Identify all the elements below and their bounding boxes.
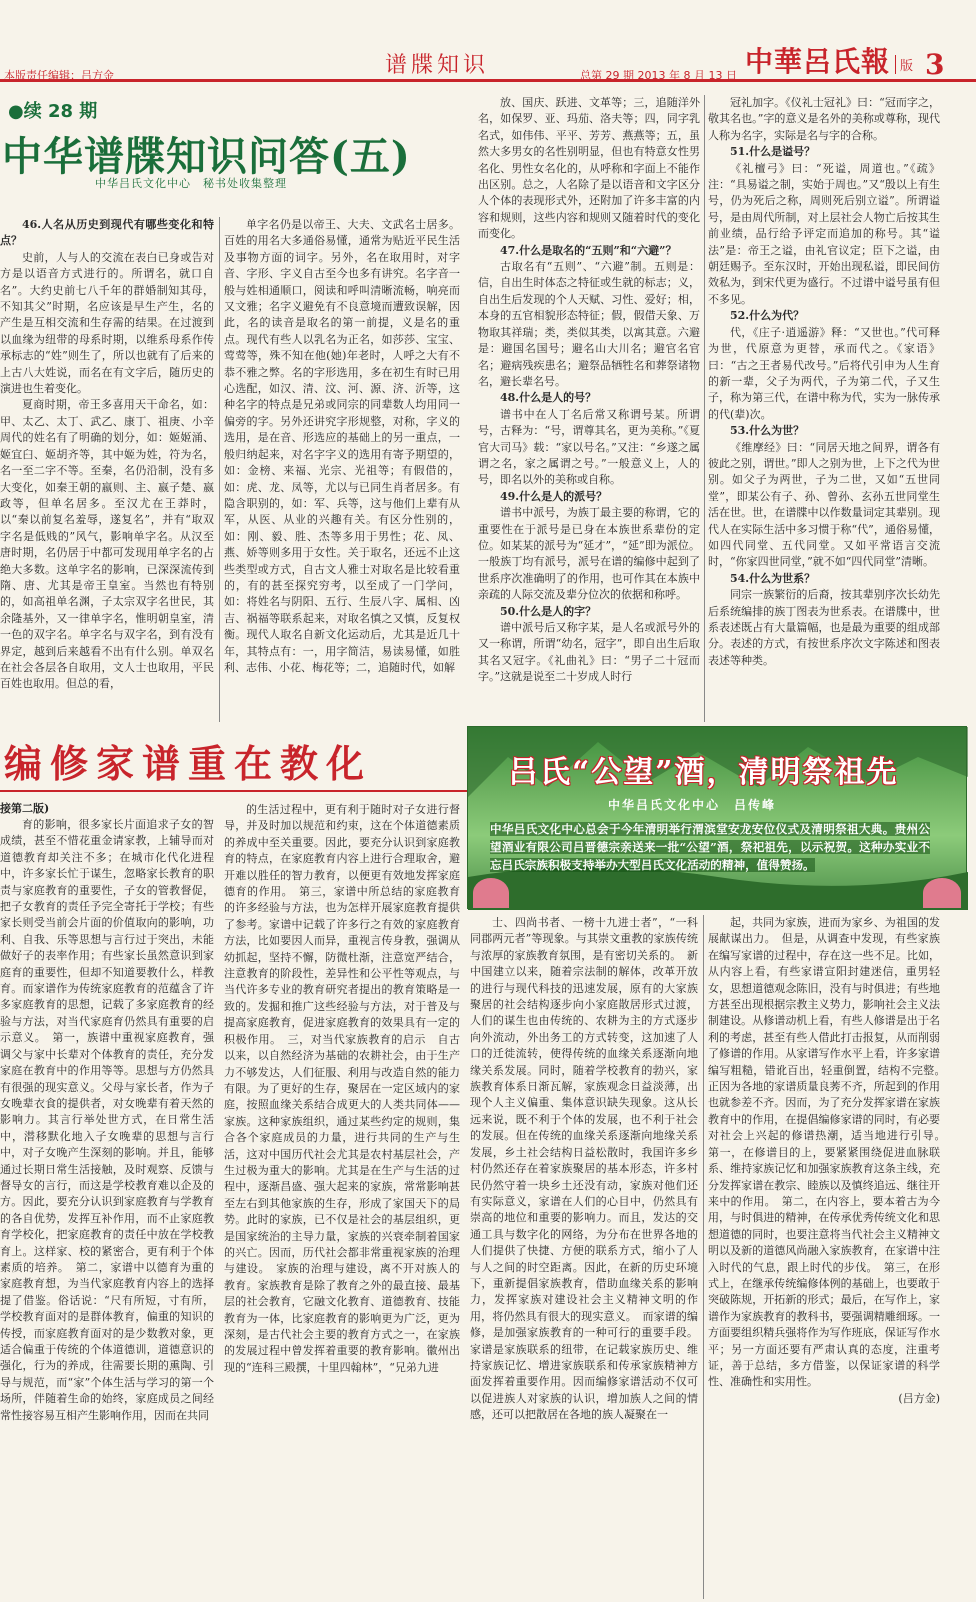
- article2-continuation: 接第二版): [0, 802, 50, 815]
- answer-paragraph: 同宗一族繁衍的后裔，按其辈别序次长幼先后系统编排的族丁图表为世系表。在谱牒中，世系表述既占有大量篇幅，也是最为重要的组成部分。表述的方式，有按世系序次文字陈述和图表表述等种类。: [708, 588, 940, 667]
- article2-title: 编修家谱重在教化: [4, 741, 373, 786]
- continued-text: 续 28 期: [23, 101, 98, 122]
- answer-paragraph: 冠礼加字。《仪礼士冠礼》曰：“冠而字之，敬其名也。”字的意义是名外的美称或尊称，现代人称为名字，实际是名与字的合称。: [708, 96, 940, 142]
- article2-column-1: [0, 817, 214, 1599]
- page-label: 版: [895, 55, 913, 74]
- answer-paragraph: 单字名仍是以帝王、大夫、文武名士居多。百姓的用名大多通俗易懂，通常为贴近平民生活及事物方面的词字。另外，名在取用时，对字音、字形、字义自古至今也多有讲究。名字音一般与姓相通顺口，阅读和呼叫清晰流畅，响亮而又文雅；名字义避免有不良意境而遭致误解，因此，名的读音是取名的第一前提，义是名的重点。现代有些人以乳名为正名，如莎莎、宝宝、莺莺等，殊不知在他(她)年老时，人呼之大有不恭不雅之弊。名的字形选用，多在初生有时已用心选配，如汉、清、汶、河、源、济、沂等，这种名字的特点是兄弟或同宗的同辈数人均用同一偏旁的字。另外还讲究字形规整，对称，字义的选用，是在音、形选应的基础上的另一重点，一般归纳起来，对名字字义的选用有寄予期望的，如：金榜、来福、光宗、光祖等；有假借的，如：虎、龙、凤等，尤以与已同生肖者居多。有隐含职别的，如：军、兵等，这与他们上辈有从军，从医、从业的兴趣有关。有区分性别的，如：刚、毅、胜、杰等多用于男性；花、凤、燕、娇等则多用于女性。关于取名，还远不止这些类型或方式，自古文人雅士对取名是比较看重的，有的甚至探究穷考，以至成了一门学问，如：将姓名与阴阳、五行、生辰八字、属相、凶吉、祸福等联系起来，对取名慎之又慎，反复权衡。现代人取名自新文化运动后，尤其是近几十年，其特点有：一，用字简洁，易读易懂，如胜利、志伟、小花、梅花等；二，追随时代，如解: [224, 218, 460, 674]
- editor-line: 本版责任编辑：吕方金: [4, 69, 114, 82]
- continued-note: [8, 97, 97, 123]
- article1-header: [0, 95, 467, 215]
- title-rule: [0, 790, 467, 792]
- article1-column-4: [708, 95, 940, 722]
- issue-line: 总第 29 期 2013 年 8 月 13 日: [580, 69, 737, 82]
- article1-column-2: [224, 217, 460, 722]
- answer-paragraph: 放、国庆、跃进、文革等；三，追随洋外名，如保罗、亚、玛茄、洛夫等；四，同字乳名式，如伟伟、平平、芳芳、燕燕等；五，虽然大多男女的名性别明显，但也有特意女性男名化、男性女名化的，从呼称和字面上不能作出区别。总之，人名除了是以语音和文字区分人个体的表现形式外，还附加了许多丰富的内容和规则，这些内容和规则又随着时代的变化而变化。: [478, 96, 700, 241]
- answer-paragraph: 史前，人与人的交流在表白已身或告对方是以语音方式进行的。所谓名，就口自名”。大约史前七八千年的群婚制知其母，不知其父”时期，名应该是早生产生，名的产生是互相交流和生存需的结果。在过渡到以血缘为纽带的母系时期，以维系母系作传承标志的“姓”则生了，所以也就有了后来的上古八大姓说，而名在有文字后，随历史的演进也生着变化。: [0, 250, 214, 396]
- answer-paragraph: 古取名有“五则”、“六避”制。五则是：信，自出生时体态之特征或生就的标志；义，自出生后发现的个人天赋、习性、爱好；相，本身的五官相貌形态特征；假，假借天象、万物取其祥瑞；类，类似其类，以寓其意。六避是：避国名国号；避名山大川名；避官名官名；避病残疾患名；避祭品牺牲名和葬祭诸物名，避长辈名号。: [478, 260, 700, 388]
- question-heading: 49.什么是人的派号？: [500, 489, 608, 503]
- question-heading: 50.什么是人的字？: [500, 604, 597, 618]
- answer-paragraph: 谱书中在人丁名后常又称谓号某。所谓号，古释为：“号，谓尊其名，更为美称。”《夏官大司马》载：“家以号名。”又注：“乡遂之属谓之名，家之属谓之号。”一般意义上，人的号，即名以外的美称或自称。: [478, 407, 700, 487]
- article2-text-4: 起，共同为家族，进而为家乡、为祖国的发展献谋出力。 但是，从调查中发现，有些家族在编写家谱的过程中，存在这一些不足。比如，从内容上看，有些家谱宣阳封建迷信，重男轻女，思想道德观念陈旧，没有与时俱进；有些地方甚至出现根据宗教主义势力，影响社会主义法制建设。从修谱动机上看，有些人修谱是出于名利的考虑，甚至有些人借此打击报复，从而削弱了修谱的作用。从家谱写作水平上看，许多家谱编写粗糙，错讹百出，轻重倒置，结构不完整。 正因为各地的家谱质量良莠不齐，所起到的作用也就参差不齐。因而，为了充分发挥家谱在家族教育中的作用，在提倡编修家谱的同时，有必要对社会上兴起的修谱热潮，适当地进行引导。 第一，在修谱目的上，要紧紧围绕促进血脉联系、维持家族记忆和加强家族教育这条主线，充分发挥家谱在教宗、睦族以及慎终追远、继往开来中的作用。 第二，在内容上，要本着古为今用，与时俱进的精神，在传承优秀传统文化和思想道德的同时，也要注意将当代社会主义精神文明以及新的道德风尚融入家族教育，在家谱中注入时代的气息，跟上时代的步伐。 第三，在形式上，在继承传统编修体例的基础上，也要敢于突破陈规，开拓新的形式；最后，在写作上，家谱作为家族教育的教科书，要强调精雕细琢。一方面要组织精兵强将作为写作班底，保证写作水平；另一方面还要有严肃认真的态度，注重考证，善于总结，多方借鉴，以保证家谱的科学性、准确性和实用性。: [708, 916, 951, 1389]
- ad-byline: 中华吕氏文化中心 吕传峰: [608, 798, 777, 812]
- answer-paragraph: 《维摩经》曰：“同居天地之间界，谓各有彼此之别，谓世。”即人之别为世，上下之代为世别。如父子为两世，子为二世，又如“五世同堂”，即某公有子、孙、曾孙、玄孙五世同堂生活在世。世，在谱牒中以作数量词定其辈别。现代人在实际生活中多习惯于称“代”，通俗易懂，如四代同堂、五代同堂。又如平常语言交流时，“你家四世同堂，”就不如“四代同堂”清晰。: [708, 440, 940, 569]
- answer-paragraph: 《礼檀弓》曰：“死谥，周道也。”《疏》注：“具易谥之制，实始于周也。”又“殷以上有生号，仍为死后之称，周则死后别立谥”。所谓谥号，是由周代所制，对上层社会人物亡后按其生前业绩，品行给予评定而追加的称号。其“谥法”是：帝王之谥，由礼官议定；臣下之谥，由朝廷赐予。至东汉时，开始出现私谥，即民间仿效私为，到宋代更为盛行。不过谱中谥号虽有但不多见。: [708, 161, 940, 306]
- article2-column-4: [708, 915, 951, 1599]
- article2-text-3: 士、四尚书者、一榜十九进士者”，“一科同郡两元者”等现象。与其崇文重教的家族传统与浓厚的家族教育氛围，是有密切关系的。 新中国建立以来，随着宗法制的解体，改革开放的进行与现代科技的迅速发展，原有的大家族聚居的社会结构逐步向小家庭散居形式过渡，人们的谋生也由传统的、农耕为主的方式逐步向外流动，外出务工的方式转变，这加速了人口的迁徙流转，使得传统的血缘关系逐渐向地缘关系发展。同时，随着学校教育的勃兴，家族教育体系日渐瓦解，家族观念日益淡薄，出现个人主义偏重、集体意识缺失现象。这从长远来说，既不利于个体的发展，也不利于社会的发展。但在传统的血缘关系逐渐向地缘关系发展，乡土社会结构日益松散时，我国许多乡村仍然还存在着家族聚居的基本形态，许多村民仍然守着一块乡土还没有动，家族对他们还有实际意义，家谱在人们的心目中，仍然具有崇高的地位和重要的影响力。而且，发达的交通工具与数字化的网络，为分布在世界各地的人们提供了快捷、方便的联系方式，缩小了人与人之间的时空距离。因此，在新的历史环境下，重新提倡家族教育，借助血缘关系的影响力，发挥家族对建设社会主义精神文明的作用，将仍然具有很大的现实意义。 而家谱的编修，是加强家族教育的一种可行的重要手段。家谱是家族联系的纽带，在记载家族历史、维持家族记忆、增进家族联系和传承家族精神方面发挥着重要作用。因而编修家谱活动不仅可以促进族人对家族的认识，增加族人之间的情感，还可以把散居在各地的族人凝聚在一: [470, 916, 698, 1422]
- article2-column-3: [470, 915, 698, 1599]
- answer-paragraph: 夏商时期，帝王多喜用天干命名，如：甲、太乙、太丁、武乙、康丁、祖庚、小辛周代的姓名有了明确的划分，如：姬姬涌、姬宜臼、姬胡齐等，其中姬为姓，符为名，名一至二字不等。至秦，名仍沿制，没有多大变化，如秦王朝的嬴则、主、嬴子楚、嬴政等，但单名居多。至汉尤在王莽时，以“秦以前复名羞辱，遂复名”，并有“取双字名是低贱的”风气，影响单字名。从汉至唐时期，名仍居于中都可发现用单字名的占绝大多数。这单字名的影响，已深深流传到隋、唐、尤其是帝王皇室。当然也有特别的，如高祖单名渊，子太宗双字名世民，其余隆基外，又一律单字名，惟明朝皇室，清一色的双字名。单字名与双字名，到有没有界定，越到后来越看不出有什么别。单双名在社会各层各自取用，文人士也取用，平民百姓也取用。但总的看，: [0, 398, 214, 691]
- question-heading: 52.什么为代？: [730, 309, 805, 323]
- question-heading: 53.什么为世？: [730, 424, 805, 438]
- answer-paragraph: 代，《庄子·逍遥游》释：“又世也。”代可释为世，代原意为更替，承而代之。《家语》曰：“古之王者易代改号。”后将代引申为人生育的新一辈，父子为两代，子为第二代，子又生子，称为第三代，在谱中称为代，实为一脉传承的代(辈)次。: [708, 325, 940, 421]
- section-name: 谱牒知识: [385, 53, 490, 78]
- question-heading: 51.什么是谥号？: [730, 145, 816, 159]
- bullet-icon: ●: [8, 101, 24, 122]
- page-number: 3: [925, 48, 945, 81]
- column-divider: [703, 915, 704, 1599]
- ad-title: 吕氏“公望”酒，清明祭祖先: [508, 755, 899, 790]
- article1-column-3: [478, 95, 700, 722]
- article2-author: (吕方金): [898, 1391, 940, 1405]
- article2-column-2: [224, 802, 460, 1599]
- article1-column-1: [0, 217, 214, 722]
- column-divider: [704, 95, 705, 722]
- article1-byline: 中华吕氏文化中心 秘书处收集整理: [95, 177, 287, 190]
- ad-body-text: 中华吕氏文化中心总会于今年清明举行渭滨堂安龙安位仪式及清明祭祖大典。贵州公望酒业有限公司吕晋德宗亲送来一批“公望”酒，祭祀祖先，以示祝贺。这种办实业不忘吕氏宗族积极支持举办大型吕氏文化活动的精神，值得赞扬。: [490, 822, 930, 872]
- question-heading: 54.什么为世系？: [730, 571, 816, 585]
- article1-title: 中华谱牒知识问答(五): [2, 133, 411, 180]
- article2-text-2: 的生活过程中，更有利于随时对子女进行督导，并及时加以规范和约束，这在个体道德素质的养成中至关重要。因此，要充分认识到家庭教育的特点，在家庭教育内容上进行合理取舍，避开难以胜任的智力教育，以便更有效地发挥家庭德育的作用。 第三，家谱中所总结的家庭教育的许多经验与方法，也为怎样开展家庭教育提供了参考。家谱中记载了许多行之有效的家庭教育方法，比如要因人而异，重视言传身教，强调从幼抓起，坚持不懈，防微杜渐，注意宽严结合，注意教育的阶段性，差异性和公平性等观点，与当代许多专业的教育研究者提出的教育策略是一致的。发掘和推广这些经验与方法，对于普及与提高家庭教育，促进家庭教育的效果具有一定的积极作用。 三，对当代家族教育的启示 自古以来，以自然经济为基础的农耕社会，由于生产力不够发达，人们征服、利用与改造自然的能力有限。为了更好的生存，聚居在一定区域内的家庭，按照血缘关系结合成更大的人类共同体——家族。这种家族组织，通过某些约定的规则，集合各个家庭成员的力量，进行共同的生产与生活，这对中国历代社会尤其是农村基层社会，产生过极为重大的影响。尤其是在生产与生活的过程中，逐渐昌盛、强大起来的家族，常常影响甚至左右到其他家族的生存，形成了家国天下的局势。此时的家族，已不仅是社会的基层组织，更是国家统治的主导力量，家族的兴衰牵制着国家的兴亡。因而，历代社会都非常重视家族的治理与建设。 家族的治理与建设，离不开对族人的教育。家族教育是除了教育之外的最直接、最基层的社会教育，它融文化教育、道德教育、技能教育为一体，比家庭教育的影响更为广泛，更为深刻，是古代社会主要的教育方式之一，在家族的发展过程中曾发挥着重要的教育影响。徽州出现的“连科三殿撰，十里四翰林”，“兄弟九进: [224, 803, 460, 1374]
- article2-text-1: 育的影响，很多家长片面追求子女的智成绩，甚至不惜花重金请家教，上辅导而对道德教育却关注不多；在城市化代化进程中，许多家长忙于谋生，忽略家长教育的职责与家庭教育的重要性，子女的管教督促，把子女教育的责任予完全寄托于学校；有些家长则受当前会片面的价值取向的影响，功利、自我、乐等思想与言行过于突出，未能做好子的表率作用；有些家长虽然意识到家庭育的重要性，但却不知道要教什么，样教育。而家谱作为传统家庭教育的范蕴含了许多家庭教育的思想，记载了多家庭教育的经验与方法，对当代家庭育仍然具有重要的启示意义。 第一，族谱中重视家庭教育，强调父与家中长辈对个体教育的责任，充分发家庭在教育中的作用等等。思想与方仍然具有很强的现实意义。父母与家长者，作为子女晚辈衣食的提供者，对女晚辈有着天然的影响力。其言行举处世方式，在日常生活中，潜移默化地入子女晚辈的思想与言行中，对子女晚产生深刻的影响。并且，能够通过长期日常生活接触，及时观察、反馈与督导女的言行，而这是学校教育难以企及的方。因此，要充分认识到家庭教育与学教育的各自优势，发挥互补作用，而不止家庭教育学校化，把家庭教育的责任中放在学校教育上。这样家、校的紧密合，更有利于个体素质的培养。 第二，家谱中以德育为重的家庭教育想，为当代家庭教育内容上的选择提了借鉴。俗话说：“尺有所短，寸有所，学校教育面对的是群体教育，偏重的知识的传授，而家庭教育面对的是少数教对象，更适合偏重于传统的个体道德训，道德意识的强化，行为的养成，往需要长期的熏陶、引导与规范，而“家”个体生活与学习的第一个场所，伴随着生命的始终，家庭成员之间经常性接容易互相产生影响作用，因而在共同: [0, 818, 214, 1422]
- answer-paragraph: 谱书中派号，为族丁最主要的称谓，它的重要性在于派号是已身在本族世系辈份的定位。如某某的派号为“延才”，“延”即为派位。一般族丁均有派号，派号在谱的编修中起到了世系序次准确明了的作用，也可作其在本族中亲疏的人际交流及辈分位次的依据和称呼。: [478, 506, 700, 602]
- answer-paragraph: 谱中派号后又称字某，是人名或派号外的又一称谓，所谓“幼名，冠字”，即自出生后取其名又冠字。《礼曲礼》曰：“男子二十冠而字。”这就是说至二十岁成人时行: [478, 621, 700, 684]
- column-divider: [219, 217, 220, 722]
- ad-body: [490, 820, 930, 874]
- lotus-icon: [473, 878, 509, 908]
- newspaper-logo: 中華呂氏報: [745, 45, 891, 78]
- page-header: [0, 0, 976, 100]
- question-heading: 48.什么是人的号？: [500, 391, 597, 405]
- question-heading: 46.人名从历史到现代有哪些变化和特点？: [0, 218, 214, 248]
- lotus-icon: [923, 878, 961, 908]
- question-heading: 47.什么是取名的“五则”和“六避”？: [500, 243, 677, 257]
- advertisement-box: [467, 726, 967, 909]
